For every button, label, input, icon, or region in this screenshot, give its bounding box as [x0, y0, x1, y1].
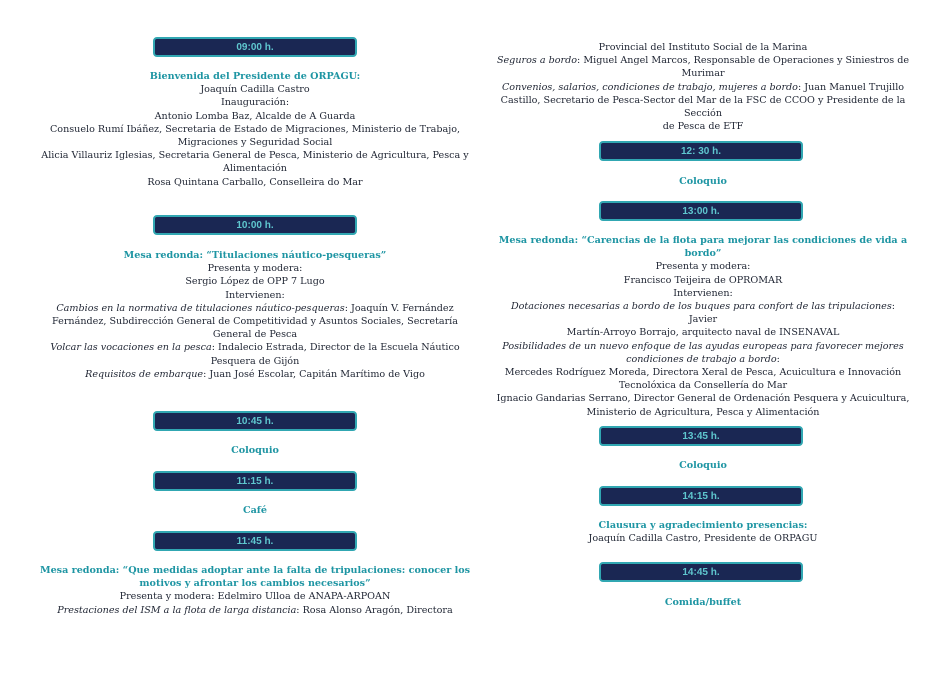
- time-badge-1345: 13:45 h.: [599, 426, 803, 446]
- section-title: Mesa redonda: “Que medidas adoptar ante la falta de tripulaciones: conocer los: [39, 565, 471, 576]
- moderator: Sergio López de OPP 7 Lugo: [185, 276, 325, 288]
- speaker-line: Ministerio de Agricultura, Pesca y Alimentación: [586, 406, 820, 418]
- welcome-line: Inauguración:: [220, 97, 290, 109]
- section-title: motivos y afrontar los cambios necesarios”: [139, 578, 371, 590]
- section-title: Coloquio: [231, 445, 279, 456]
- time-badge-1045: 10:45 h.: [153, 411, 357, 431]
- welcome-title: Bienvenida del Presidente de ORPAGU:: [149, 71, 361, 82]
- section-title: Café: [242, 505, 268, 516]
- talk-speaker: : Javier: [688, 301, 896, 326]
- presenta-label: Presenta y modera:: [655, 261, 751, 273]
- talk-speaker: : Juan José Escolar, Capitán Marítimo de Vigo: [203, 368, 425, 380]
- speaker-line: Mercedes Rodríguez Moreda, Directora Xeral de Pesca, Acuicultura e Innovación: [504, 367, 902, 379]
- section-title: Coloquio: [679, 176, 727, 187]
- time-badge-1115: 11:15 h.: [153, 471, 357, 491]
- talk-line: [8, 604, 502, 617]
- welcome-line: Alimentación: [223, 163, 287, 175]
- section-title: Coloquio: [679, 460, 727, 471]
- time-badge-1145: 11:45 h.: [153, 531, 357, 551]
- talk-speaker: : Indalecio Estrada, Director de la Escuela Náutico: [211, 342, 460, 354]
- talk-speaker: : Juan Manuel Trujillo: [797, 81, 905, 93]
- talk-line: General de Pesca: [212, 329, 298, 341]
- welcome-line: Rosa Quintana Carballo, Conselleira do Mar: [147, 176, 363, 188]
- round-table-carencias: [496, 234, 910, 419]
- presenta-label: Presenta y modera:: [207, 263, 303, 275]
- talk-line: [496, 54, 910, 67]
- talk-line: [496, 353, 910, 366]
- talk-line: Provincial del Instituto Social de la Marina: [598, 42, 808, 53]
- time-badge-1445: 14:45 h.: [599, 562, 803, 582]
- talk-speaker: : Miguel Angel Marcos, Responsable de Operaciones y Siniestros de: [577, 55, 910, 67]
- talk-line: Fernández, Subdirección General de Competitividad y Asuntos Sociales, Secretaría: [52, 316, 458, 328]
- continued-talks: [496, 41, 910, 133]
- speaker-line: Ignacio Gandarias Serrano, Director General de Ordenación Pesquera y Acuicultura,: [496, 393, 910, 405]
- speaker-line: Joaquín Cadilla Castro, Presidente de ORPAGU: [588, 533, 818, 545]
- section-title: Mesa redonda: “Titulaciones náutico-pesqueras”: [123, 250, 387, 261]
- talk-speaker: : Joaquín V. Fernández: [344, 302, 454, 314]
- intervienen-label: Intervienen:: [225, 289, 285, 301]
- welcome-section: [8, 70, 502, 189]
- talk-title: Requisitos de embarque: [85, 368, 204, 380]
- talk-colon: :: [776, 353, 780, 365]
- intervienen-label: Intervienen:: [673, 287, 733, 299]
- welcome-line: Alicia Villauriz Iglesias, Secretaria General de Pesca, Ministerio de Agricultura, Pesca y: [41, 150, 469, 162]
- time-badge-1415: 14:15 h.: [599, 486, 803, 506]
- moderator: Francisco Teijeira de OPROMAR: [623, 274, 783, 286]
- clausura: [496, 519, 910, 545]
- talk-line: [496, 300, 910, 326]
- coloquio-3: [496, 459, 910, 472]
- time-badge-1300: 13:00 h.: [599, 201, 803, 221]
- talk-line: [8, 302, 502, 315]
- coloquio-1: [8, 444, 502, 457]
- talk-line: Murimar: [681, 68, 725, 80]
- talk-line: Pesquera de Gijón: [210, 355, 300, 367]
- section-title: Comida/buffet: [664, 597, 742, 608]
- talk-title: Cambios en la normativa de titulaciones náutico-pesqueras: [56, 302, 345, 314]
- talk-title: Volcar las vocaciones en la pesca: [50, 342, 212, 354]
- talk-title: Prestaciones del ISM a la flota de larga distancia: [57, 604, 297, 616]
- talk-title: Dotaciones necesarias a bordo de los buques para confort de las tripulaciones: [510, 301, 892, 313]
- welcome-line: Antonio Lomba Baz, Alcalde de A Guarda: [154, 110, 356, 122]
- talk-line: [8, 368, 502, 381]
- time-badge-1230: 12: 30 h.: [599, 141, 803, 161]
- talk-title: Convenios, salarios, condiciones de trabajo, mujeres a bordo: [501, 81, 798, 93]
- speaker-line: Tecnolóxica da Consellería do Mar: [618, 380, 788, 392]
- talk-line: [8, 341, 502, 354]
- round-table-tripulaciones: [8, 564, 502, 617]
- coloquio-2: [496, 175, 910, 188]
- talk-speaker: : Rosa Alonso Aragón, Directora: [296, 604, 453, 616]
- talk-title: Seguros a bordo: [496, 55, 578, 67]
- time-badge-0900: 09:00 h.: [153, 37, 357, 57]
- comida-buffet: [496, 596, 910, 609]
- presenta-label: Presenta y modera: Edelmiro Ulloa de ANAPA-ARPOAN: [119, 591, 391, 603]
- welcome-line: Migraciones y Seguridad Social: [177, 137, 333, 149]
- cafe: [8, 504, 502, 517]
- talk-title: condiciones de trabajo a bordo: [626, 353, 777, 365]
- talk-line: de Pesca de ETF: [662, 121, 744, 133]
- welcome-line: Joaquín Cadilla Castro: [200, 84, 310, 96]
- talk-line: [496, 81, 910, 94]
- section-title: Mesa redonda: “Carencias de la flota para mejorar las condiciones de vida a bordo”: [498, 235, 908, 260]
- talk-line: Martín-Arroyo Borrajo, arquitecto naval de INSENAVAL: [566, 327, 840, 339]
- welcome-line: Consuelo Rumí Ibáñez, Secretaria de Estado de Migraciones, Ministerio de Trabajo,: [49, 123, 461, 135]
- round-table-titulaciones: [8, 249, 502, 381]
- talk-line: Castillo, Secretario de Pesca-Sector del Mar de la FSC de CCOO y Presidente de la Sección: [500, 94, 906, 120]
- section-title: Clausura y agradecimiento presencias:: [598, 520, 808, 531]
- talk-title: Posibilidades de un nuevo enfoque de las ayudas europeas para favorecer mejores: [502, 340, 904, 352]
- time-badge-1000: 10:00 h.: [153, 215, 357, 235]
